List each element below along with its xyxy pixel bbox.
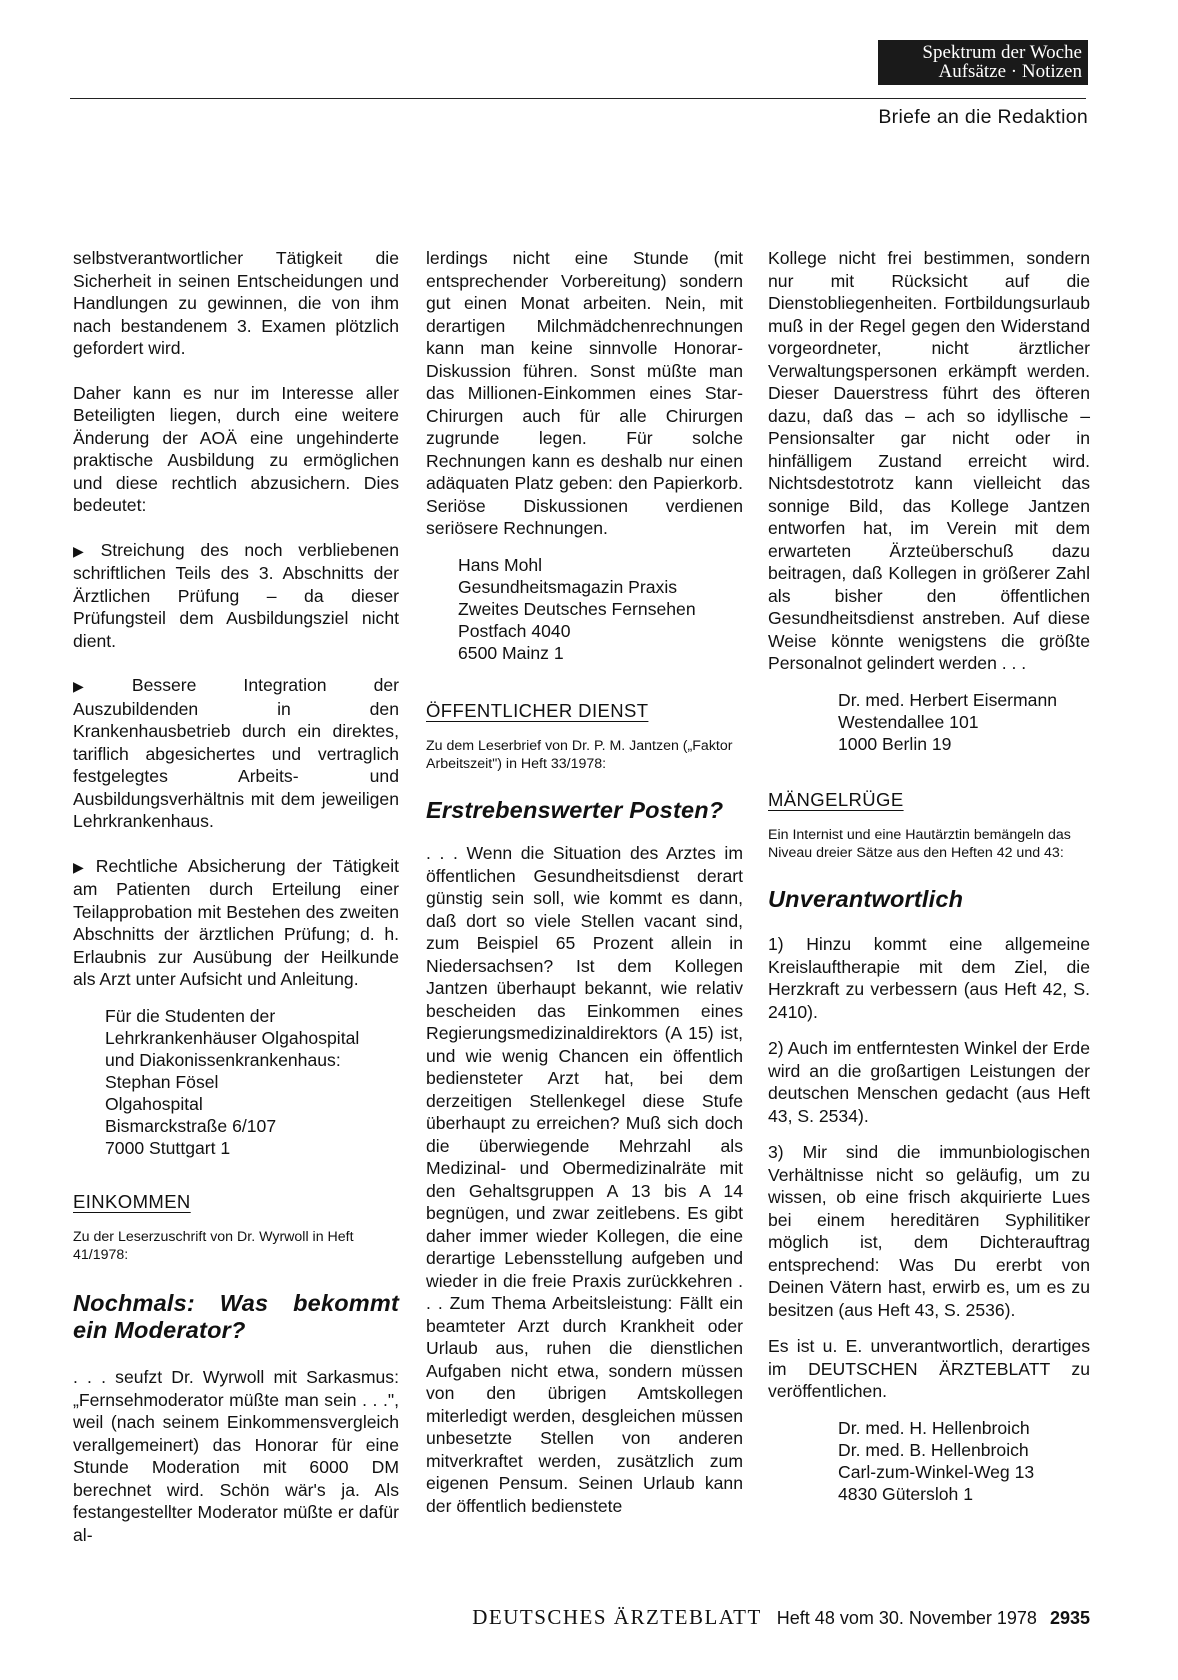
quote-item: 2) Auch im entferntesten Winkel der Erde wird an die großartigen Leistungen der deutschen Menschen gedacht (aus Heft 43, S. 2534).	[768, 1038, 1090, 1126]
column-2	[426, 247, 743, 1517]
paragraph: . . . Wenn die Situation des Arztes im öffentlichen Gesundheitsdienst derart günstig sein soll, wie kommt es dann, daß dort so viele Stellen vacant sind, zum Beispiel 65 Prozent allein in Niedersachsen? Ist dem Kollegen Jantzen überhaupt bekannt, wie relativ bescheiden das Einkommen eines Regierungsmedizinaldirektors (A 15) ist, und wie wenig Chancen ein öffentlich bediensteter Arzt hat, bei dem derzeitigen Stellenkegel diese Stufe überhaupt zu erreichen? Muß sich doch die überwiegende Mehrzahl als Medizinal- und Obermedizinalräte mit den Gehaltsgruppen A 13 bis A 14 begnügen, und zwar zeitlebens. Es gibt daher immer wieder Kollegen, die eine derartige Lebensstellung aufgeben und wieder in die freie Praxis zurückkehren . . . Zum Thema Arbeitsleistung: Fällt ein beamteter Arzt durch Krankheit oder Urlaub aus, ruhen die dienstlichen Aufgaben nicht etwa, sondern müssen von den übrigen Amtskollegen miterledigt werden, desgleichen müssen unbesetzte Stellen von anderen mitverkraftet werden, zusätzlich zum eigenen Pensum. Seinen Urlaub kann der öffentlich bedienstete	[426, 843, 743, 1516]
section-badge	[878, 40, 1088, 85]
bullet-text: Rechtliche Absicherung der Tätigkeit am Patienten durch Erteilung einer Teilapprobation mit Bestehen des zweiten Abschnitts der ärztlichen Prüfung; d. h. Erlaubnis zur Ausübung der Heilkunde als Arzt unter Aufsicht und Anleitung.	[73, 855, 399, 989]
badge-line-2: Aufsätze · Notizen	[938, 61, 1082, 82]
signature-line: 7000 Stuttgart 1	[105, 1137, 231, 1158]
signature-line: 1000 Berlin 19	[838, 733, 952, 754]
publication-name: DEUTSCHES ÄRZTEBLATT	[472, 1605, 762, 1629]
signature-line: Westendallee 101	[838, 711, 979, 732]
reference-note: Ein Internist und eine Hautärztin bemängeln das Niveau dreier Sätze aus den Heften 42 und 43:	[768, 827, 1071, 861]
section-label: Briefe an die Redaktion	[878, 106, 1088, 128]
paragraph: selbstverantwortlicher Tätigkeit die Sicherheit in seinen Entscheidungen und Handlungen zu gewinnen, die von ihm nach bestandenem 3. Examen plötzlich gefordert wird.	[73, 248, 399, 358]
rubric-einkommen: EINKOMMEN	[73, 1190, 191, 1212]
signature-line: Für die Studenten der	[105, 1005, 276, 1026]
reference-note: Zu dem Leserbrief von Dr. P. M. Jantzen („Faktor Arbeitszeit") in Heft 33/1978:	[426, 738, 733, 772]
issue-info: Heft 48 vom 30. November 1978	[776, 1608, 1037, 1628]
signature-line: Hans Mohl	[458, 554, 543, 575]
bullet-item	[73, 674, 399, 833]
quote-item: 1) Hinzu kommt eine allgemeine Kreislauftherapie mit dem Ziel, die Herzkraft zu verbessern (aus Heft 42, S. 2410).	[768, 934, 1090, 1022]
signature-line: Dr. med. Herbert Eisermann	[838, 689, 1058, 710]
article-headline: Nochmals: Was bekommt ein Moderator?	[73, 1290, 399, 1343]
badge-line-1: Spektrum der Woche	[922, 42, 1082, 63]
triangle-bullet-icon: ▶	[73, 678, 126, 694]
signature-line: Dr. med. B. Hellenbroich	[838, 1439, 1029, 1460]
page-footer	[472, 1605, 1090, 1630]
column-3	[768, 247, 1090, 1505]
triangle-bullet-icon: ▶	[73, 858, 90, 875]
article-headline: Unverantwortlich	[768, 886, 964, 912]
signature-line: Zweites Deutsches Fernsehen	[458, 598, 696, 619]
signature-line: Bismarckstraße 6/107	[105, 1115, 277, 1136]
paragraph: lerdings nicht eine Stunde (mit entsprechender Vorbereitung) sondern gut einen Monat arbeiten. Nein, mit derartigen Milchmädchenrechnungen kann man keine sinnvolle Honorar-Diskussion führen. Sonst müßte man das Millionen-Einkommen eines Star-Chirurgen auch für alle Chirurgen zugrunde legen. Für solche Rechnungen kann es deshalb nur einen adäquaten Platz geben: den Papierkorb. Seriöse Diskussionen verdienen seriösere Rechnungen.	[426, 248, 743, 538]
bullet-text: Streichung des noch verbliebenen schriftlichen Teils des 3. Abschnitts der Ärztlichen Prüfung – da dieser Prüfungsteil dem Ausbildungsziel nicht dient.	[73, 539, 399, 651]
paragraph: Es ist u. E. unverantwortlich, derartiges im DEUTSCHEN ÄRZTEBLATT zu veröffentlichen.	[768, 1336, 1090, 1401]
article-headline: Erstrebenswerter Posten?	[426, 797, 724, 823]
signature-line: Stephan Fösel	[105, 1071, 219, 1092]
signature-line: Postfach 4040	[458, 620, 571, 641]
paragraph: Daher kann es nur im Interesse aller Beteiligten liegen, durch eine weitere Änderung der AOÄ eine ungehinderte praktische Ausbildung zu ermöglichen und diese rechtlich abzusichern. Dies bedeutet:	[73, 382, 399, 515]
signature-line: 4830 Gütersloh 1	[838, 1483, 973, 1504]
signature-line: Dr. med. H. Hellenbroich	[838, 1417, 1030, 1438]
signature-block	[73, 1005, 399, 1159]
signature-block	[426, 554, 743, 664]
signature-block	[768, 689, 1090, 755]
paragraph: . . . seufzt Dr. Wyrwoll mit Sarkasmus: „Fernsehmoderator müßte man sein . . .", weil (nach seinem Einkommensvergleich verallgemeinert) das Honorar für eine Stunde Moderation mit 6000 DM berechnet wird. Schön wär's ja. Als festangestellter Moderator müßte er dafür al-	[73, 1367, 399, 1545]
signature-line: 6500 Mainz 1	[458, 642, 564, 663]
bullet-item	[73, 855, 399, 991]
signature-line: Olgahospital	[105, 1093, 203, 1114]
triangle-bullet-icon: ▶	[73, 542, 95, 559]
reference-note: Zu der Leserzuschrift von Dr. Wyrwoll in Heft 41/1978:	[73, 1229, 354, 1263]
page-number: 2935	[1049, 1608, 1090, 1628]
rubric-maengelruege: MÄNGELRÜGE	[768, 788, 904, 810]
signature-line: Lehrkrankenhäuser Olgahospital	[105, 1027, 360, 1048]
signature-line: und Diakonissenkrankenhaus:	[105, 1049, 341, 1070]
signature-block	[768, 1417, 1090, 1505]
signature-line: Gesundheitsmagazin Praxis	[458, 576, 678, 597]
signature-line: Carl-zum-Winkel-Weg 13	[838, 1461, 1035, 1482]
rubric-oeffentlicher-dienst: ÖFFENTLICHER DIENST	[426, 699, 649, 721]
quote-item: 3) Mir sind die immunbiologischen Verhältnisse nicht so geläufig, um zu wissen, ob eine frisch akquirierte Lues bei einem hereditären Syphilitiker möglich ist, dem Dichterauftrag entsprechend: Was Du ererbt von Deinen Vätern hast, erwirb es, um es zu besitzen (aus Heft 43, S. 2536).	[768, 1142, 1090, 1320]
header-rule	[70, 98, 1086, 99]
paragraph: Kollege nicht frei bestimmen, sondern nur mit Rücksicht auf die Dienstobliegenheiten. Fortbildungsurlaub muß in der Regel gegen den Widerstand vorgeordneter, nicht ärztlicher Verwaltungspersonen erkämpft werden. Dieser Dauerstress führt des öfteren dazu, daß das – ach so idyllische – Pensionsalter gar nicht oder in hinfälligem Zustand erreicht wird. Nichtsdestotrotz kann vielleicht das sonnige Bild, das Kollege Jantzen entworfen hat, im Verein mit dem erwarteten Ärzteüberschuß dazu beitragen, daß Kollegen in größerer Zahl als bisher den öffentlichen Gesundheitsdienst anstreben. Auf diese Weise könnte wenigstens die größte Personalnot gelindert werden . . .	[768, 248, 1090, 673]
column-1	[73, 247, 399, 1546]
bullet-item	[73, 539, 399, 653]
bullet-text: Bessere Integration der Auszubildenden in den Krankenhausbetrieb durch ein direktes, tariflich abgesichertes und vertraglich festgelegtes Arbeits- und Ausbildungsverhältnis mit dem jeweiligen Lehrkrankenhaus.	[73, 675, 399, 831]
